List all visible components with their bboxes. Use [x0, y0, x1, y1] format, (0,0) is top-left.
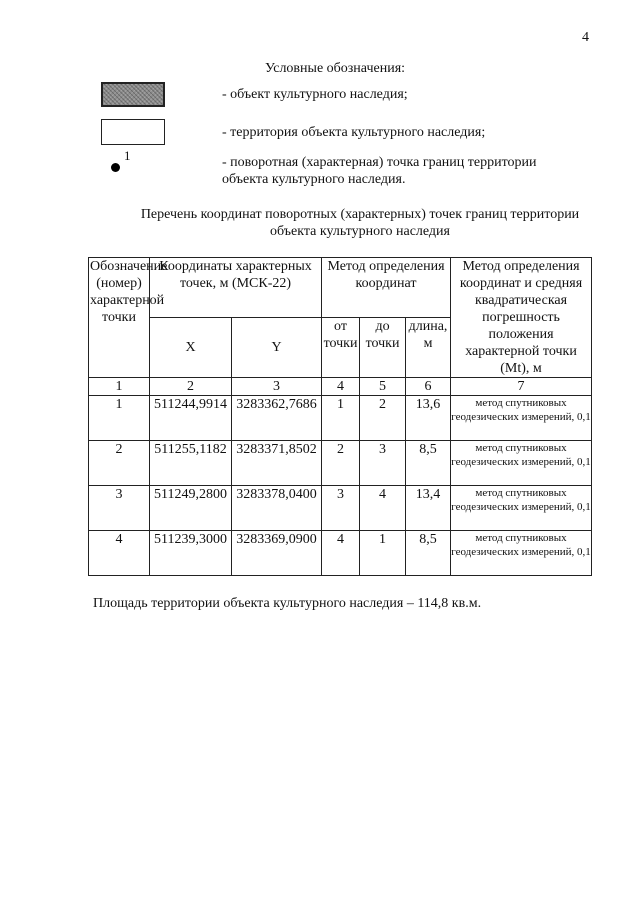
from-point: 3	[322, 486, 360, 531]
table-row	[89, 441, 592, 486]
method-accuracy: метод спутниковых геодезических измерений, 0,1	[451, 441, 592, 486]
coordinate-x: 511255,1182	[150, 441, 232, 486]
coordinate-y: 3283362,7686	[232, 396, 322, 441]
territory-area-note: Площадь территории объекта культурного наследия – 114,8 кв.м.	[93, 596, 482, 611]
column-number: 4	[322, 378, 360, 396]
coordinate-y: 3283371,8502	[232, 441, 322, 486]
coordinate-x: 511249,2800	[150, 486, 232, 531]
method-accuracy: метод спутниковых геодезических измерений, 0,1	[451, 486, 592, 531]
from-point: 4	[322, 531, 360, 576]
column-number: 2	[150, 378, 232, 396]
header-designation: Обозначение (номер) характерной точки	[89, 258, 150, 378]
cultural-heritage-object-swatch	[101, 82, 165, 107]
table-row	[89, 396, 592, 441]
coordinate-y: 3283378,0400	[232, 486, 322, 531]
segment-length: 8,5	[406, 441, 451, 486]
header-coordinates: Координаты характерных точек, м (МСК-22)	[150, 258, 322, 318]
header-method: Метод определения координат	[322, 258, 451, 318]
point-number: 4	[89, 531, 150, 576]
to-point: 1	[360, 531, 406, 576]
column-number: 7	[451, 378, 592, 396]
legend-item-cultural-object: - объект культурного наследия;	[222, 87, 408, 102]
legend-item-territory: - территория объекта культурного наследия;	[222, 125, 486, 140]
table-row	[89, 531, 592, 576]
point-number: 1	[89, 396, 150, 441]
from-point: 1	[322, 396, 360, 441]
method-accuracy: метод спутниковых геодезических измерений, 0,1	[451, 531, 592, 576]
method-accuracy: метод спутниковых геодезических измерений, 0,1	[451, 396, 592, 441]
header-to: до точки	[360, 318, 406, 378]
to-point: 3	[360, 441, 406, 486]
coordinate-x: 511244,9914	[150, 396, 232, 441]
legend-title: Условные обозначения:	[265, 61, 406, 76]
header-accuracy: Метод определения координат и средняя квадратическая погрешность положения характерной точки (Mt), м	[451, 258, 592, 378]
to-point: 4	[360, 486, 406, 531]
page-number: 4	[582, 30, 589, 45]
segment-length: 13,6	[406, 396, 451, 441]
coordinate-y: 3283369,0900	[232, 531, 322, 576]
point-number: 2	[89, 441, 150, 486]
turning-point-marker-label: 1	[124, 148, 131, 163]
segment-length: 8,5	[406, 531, 451, 576]
table-row	[89, 486, 592, 531]
from-point: 2	[322, 441, 360, 486]
header-from: от точки	[322, 318, 360, 378]
coordinates-list-title: Перечень координат поворотных (характерных) точек границ территории объекта культурного наследия	[140, 207, 580, 239]
header-length: длина, м	[406, 318, 451, 378]
segment-length: 13,4	[406, 486, 451, 531]
coordinates-table	[88, 257, 592, 576]
legend-item-turning-point: - поворотная (характерная) точка границ территории объекта культурного наследия.	[222, 155, 537, 187]
column-number: 3	[232, 378, 322, 396]
territory-swatch	[101, 119, 165, 145]
to-point: 2	[360, 396, 406, 441]
header-x: X	[150, 318, 232, 378]
header-y: Y	[232, 318, 322, 378]
point-number: 3	[89, 486, 150, 531]
column-number: 1	[89, 378, 150, 396]
column-number: 6	[406, 378, 451, 396]
column-number: 5	[360, 378, 406, 396]
turning-point-dot-icon	[111, 163, 120, 172]
coordinate-x: 511239,3000	[150, 531, 232, 576]
